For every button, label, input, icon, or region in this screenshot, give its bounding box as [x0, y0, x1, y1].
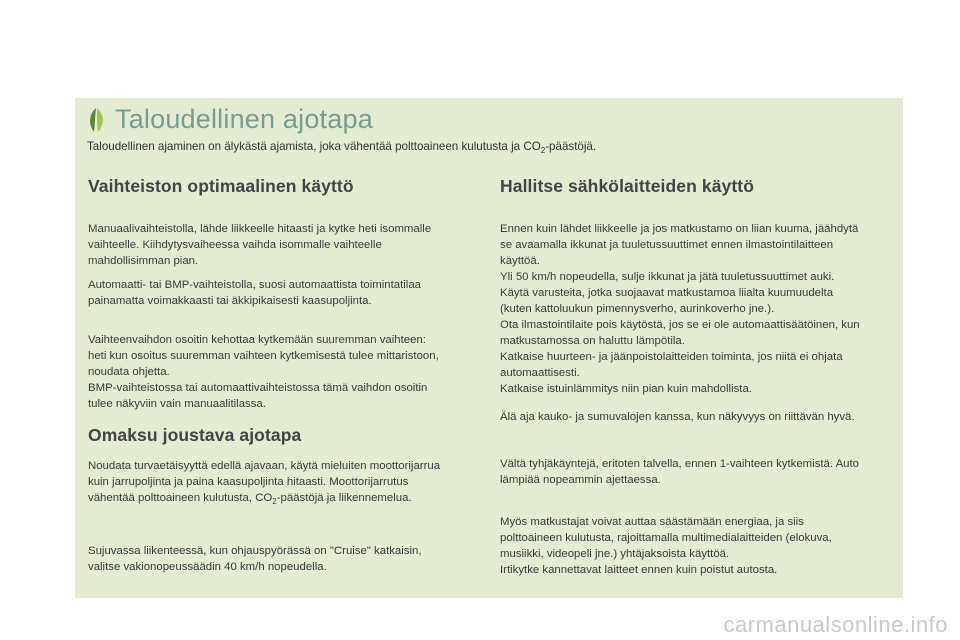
flexible-paragraph-2: Sujuvassa liikenteessä, kun ohjauspyörässä on "Cruise" katkaisin, valitse vakionopeussäädin 40 km/h nopeudella.	[88, 545, 422, 573]
electrical-paragraph-2: Älä aja kauko- ja sumuvalojen kanssa, kun näkyvyys on riittävän hyvä.	[500, 411, 855, 423]
eco-driving-panel	[75, 98, 903, 598]
leaf-icon	[85, 106, 107, 134]
page-title: Taloudellinen ajotapa	[115, 104, 373, 134]
heading-gearbox: Vaihteiston optimaalinen käyttö	[88, 176, 354, 196]
title-row	[85, 104, 373, 135]
electrical-paragraph-4: Myös matkustajat voivat auttaa säästämään energiaa, ja siis polttoaineen kulutusta, rajoittamalla multimedialaitteiden (elokuva, musiikki, videopeli jne.) yhtäjaksoista käyttöä. Irtikytke kannettavat laitteet ennen kuin poistut autosta.	[500, 516, 832, 576]
gearbox-paragraph-1: Manuaalivaihteistolla, lähde liikkeelle hitaasti ja kytke heti isommalle vaihteelle. Kiihdytysvaiheessa vaihda isommalle vaihteelle mahdollisimman pian.	[88, 223, 432, 267]
heading-electrical: Hallitse sähkölaitteiden käyttö	[500, 176, 755, 196]
gearbox-paragraph-3: Vaihteenvaihdon osoitin kehottaa kytkemään suuremman vaihteen: heti kun osoitus suuremman vaihteen kytkemisestä tulee mittaristoon, noudata ohjetta. BMP-vaihteistossa tai automaattivaihteistossa tämä vaihdon osoitin tulee näkyviin vain manuaalitilassa.	[88, 334, 439, 410]
electrical-paragraph-1: Ennen kuin lähdet liikkeelle ja jos matkustamo on liian kuuma, jäähdytä se avaamalla ikkunat ja tuuletussuuttimet ennen ilmastointilaitteen käyttöä. Yli 50 km/h nopeudella, sulje ikkunat ja jätä tuuletussuuttimet auki. Käytä varusteita, jotka suojaavat matkustamoa liialta kuumuudelta (kuten kattoluukun pimennysverho, aurinkoverho jne.). Ota ilmastointilaite pois käytöstä, jos se ei ole automaattisäätöinen, kun matkustamossa on haluttu lämpötila. Katkaise huurteen- ja jäänpoistolaitteiden toiminta, jos niitä ei ohjata automaattisesti. Katkaise istuinlämmitys niin pian kuin mahdollista.	[500, 223, 860, 395]
gearbox-paragraph-2: Automaatti- tai BMP-vaihteistolla, suosi automaattista toimintatilaa painamatta voimakkaasti tai äkkipikaisesti kaasupoljinta.	[88, 279, 422, 307]
heading-flexible-driving: Omaksu joustava ajotapa	[88, 425, 302, 445]
electrical-paragraph-3: Vältä tyhjäkäyntejä, eritoten talvella, ennen 1-vaihteen kytkemistä. Auto lämpiää nopeammin ajettaessa.	[500, 458, 860, 486]
watermark: carmanualsonline.info	[723, 612, 948, 637]
flexible-paragraph-1: Noudata turvaetäisyyttä edellä ajavaan, käytä mieluiten moottorijarrua kuin jarrupoljinta ja paina kaasupoljinta hitaasti. Moottorijarrutus vähentää polttoaineen kulutusta, $CO_2$-päästöjä ja liikennemelua.	[88, 460, 441, 506]
intro-text: Taloudellinen ajaminen on älykästä ajamista, joka vähentää polttoaineen kulutusta ja $CO_2$-päästöjä.	[87, 140, 597, 155]
